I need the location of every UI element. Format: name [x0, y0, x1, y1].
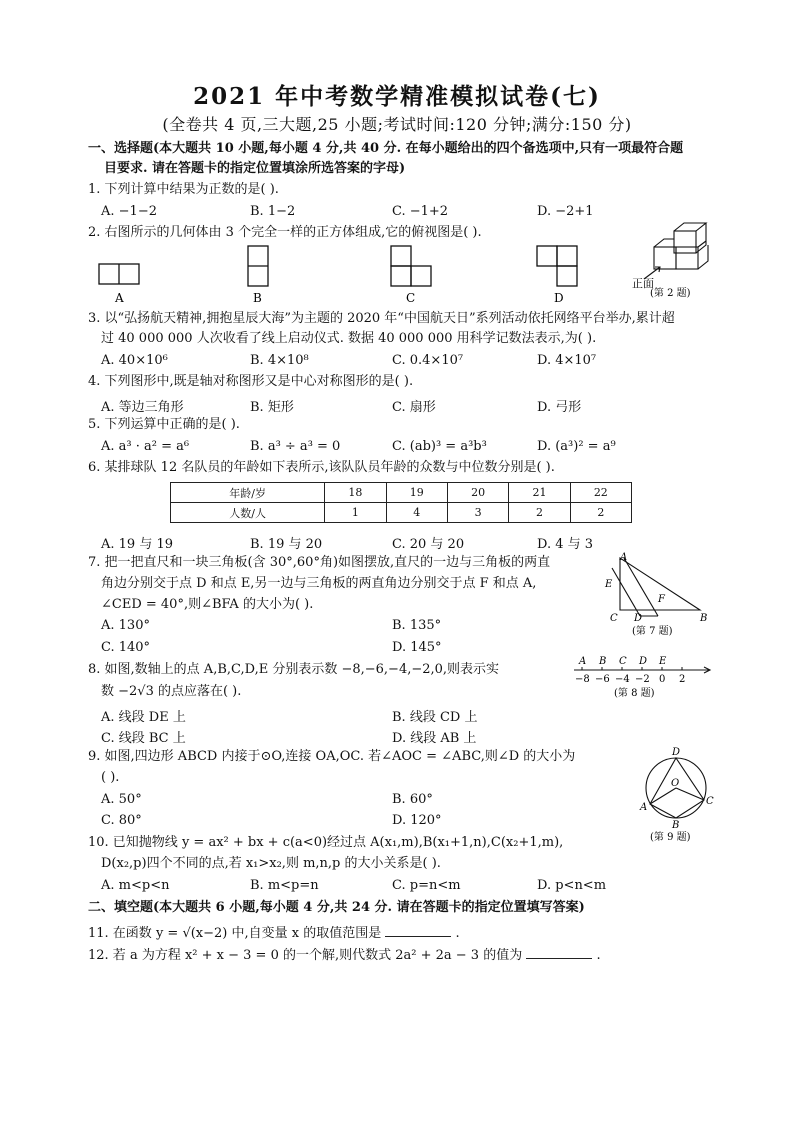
q6-stem: 6. 某排球队 12 名队员的年龄如下表所示,该队队员年龄的众数与中位数分别是( ). [88, 460, 555, 475]
q8-tick-2: 2 [679, 674, 686, 685]
section1-heading-line1: 一、选择题(本大题共 10 小题,每小题 4 分,共 40 分. 在每小题给出的四个备选项中,只有一项最符合题 [88, 141, 684, 156]
q8-point-c: C [619, 656, 627, 667]
q8-caption: (第 8 题) [614, 688, 655, 699]
table-row [171, 503, 632, 523]
q12-end: . [596, 948, 601, 963]
q7-option-d: D. 145° [392, 640, 442, 655]
q3-option-b: B. 4×10⁸ [250, 353, 309, 368]
q6-option-c: C. 20 与 20 [392, 537, 465, 552]
q7-label-c: C [610, 613, 618, 624]
q9-line2: ( ). [101, 770, 120, 785]
q10-option-a: A. m<p<n [101, 878, 170, 893]
q1-option-b: B. 1−2 [250, 204, 296, 219]
q1-option-c: C. −1+2 [392, 204, 449, 219]
q12-text: 12. 若 a 为方程 x² + x − 3 = 0 的一个解,则代数式 2a² + 2a − 3 的值为 [88, 948, 523, 963]
q11-line [88, 924, 460, 942]
q4-option-c: C. 扇形 [392, 400, 436, 415]
table-row [171, 483, 632, 503]
table-cell: 20 [447, 483, 508, 503]
q10-line1: 10. 已知抛物线 y = ax² + bx + c(a<0)经过点 A(x₁,m),B(x₁+1,n),C(x₂+1,m), [88, 835, 564, 850]
q8-number-line [570, 652, 720, 704]
q7-label-f: F [658, 594, 665, 605]
age-table [170, 482, 632, 523]
q3-option-c: C. 0.4×10⁷ [392, 353, 464, 368]
q7-option-c: C. 140° [101, 640, 151, 655]
q9-line1: 9. 如图,四边形 ABCD 内接于⊙O,连接 OA,OC. 若∠AOC = ∠ABC,则∠D 的大小为 [88, 749, 576, 764]
q9-option-b: B. 60° [392, 792, 433, 807]
q9-option-d: D. 120° [392, 813, 442, 828]
q8-line1: 8. 如图,数轴上的点 A,B,C,D,E 分别表示数 −8,−6,−4,−2,0,则表示实 [88, 662, 500, 677]
q9-label-c: C [706, 796, 714, 807]
page-title: 2021 年中考数学精准模拟试卷(七) [193, 83, 601, 110]
q11-text: 11. 在函数 y = √(x−2) 中,自变量 x 的取值范围是 [88, 926, 382, 941]
q9-option-c: C. 80° [101, 813, 142, 828]
table-cell: 2 [570, 503, 631, 523]
q2-stem: 2. 右图所示的几何体由 3 个完全一样的正方体组成,它的俯视图是( ). [88, 225, 482, 240]
table-cell: 18 [325, 483, 386, 503]
q11-answer-blank [385, 924, 451, 937]
q10-option-b: B. m<p=n [250, 878, 319, 893]
q11-end: . [455, 926, 460, 941]
q8-tick-0: 0 [659, 674, 666, 685]
q7-caption: (第 7 题) [632, 626, 673, 637]
q5-stem: 5. 下列运算中正确的是( ). [88, 417, 240, 432]
q8-option-d: D. 线段 AB 上 [392, 731, 477, 746]
q8-tick-neg2: −2 [635, 674, 650, 685]
q8-option-c: C. 线段 BC 上 [101, 731, 186, 746]
table-cell: 1 [325, 503, 386, 523]
q2-letter-a: A [115, 291, 124, 305]
q7-line3: ∠CED = 40°,则∠BFA 的大小为( ). [101, 597, 314, 612]
q12-line [88, 946, 601, 964]
q1-option-d: D. −2+1 [537, 204, 594, 219]
section2-heading: 二、填空题(本大题共 6 小题,每小题 4 分,共 24 分. 请在答题卡的指定位置填写答案) [88, 900, 585, 915]
q5-option-d: D. (a³)² = a⁹ [537, 439, 616, 454]
q8-line2: 数 −2√3 的点应落在( ). [101, 684, 242, 699]
q2-figure-d [537, 246, 577, 286]
q2-letter-d: D [554, 291, 564, 305]
q7-ruler-edge2 [624, 558, 658, 616]
q9-label-d: D [672, 747, 681, 758]
q5-option-b: B. a³ ÷ a³ = 0 [250, 439, 341, 454]
q7-label-e: E [605, 579, 613, 590]
q9-label-b: B [672, 820, 680, 831]
q8-point-e: E [659, 656, 667, 667]
q8-point-b: B [599, 656, 607, 667]
q10-option-c: C. p=n<m [392, 878, 461, 893]
q7-option-a: A. 130° [101, 618, 150, 633]
q3-option-d: D. 4×10⁷ [537, 353, 597, 368]
table-cell: 21 [509, 483, 570, 503]
table-cell: 人数/人 [171, 503, 325, 523]
q7-line1: 7. 把一把直尺和一块三角板(含 30°,60°角)如图摆放,直尺的一边与三角板的两直 [88, 555, 551, 570]
q7-label-a: A [620, 552, 628, 563]
q1-option-a: A. −1−2 [101, 204, 157, 219]
q4-stem: 4. 下列图形中,既是轴对称图形又是中心对称图形的是( ). [88, 374, 414, 389]
page-subtitle: (全卷共 4 页,三大题,25 小题;考试时间:120 分钟;满分:150 分) [162, 115, 632, 134]
q6-option-b: B. 19 与 20 [250, 537, 323, 552]
q3-line2: 过 40 000 000 人次收看了线上启动仪式. 数据 40 000 000 用科学记数法表示,为( ). [101, 331, 597, 346]
q4-option-a: A. 等边三角形 [101, 400, 184, 415]
table-cell: 19 [386, 483, 447, 503]
q9-figure [636, 744, 718, 842]
q9-label-a: A [640, 802, 648, 813]
q7-line2: 角边分别交于点 D 和点 E,另一边与三角板的两直角边分别交于点 F 和点 A, [101, 576, 537, 591]
q2-figure-c [391, 246, 431, 286]
q1-stem: 1. 下列计算中结果为正数的是( ). [88, 182, 279, 197]
q6-option-a: A. 19 与 19 [101, 537, 174, 552]
section1-heading-line2: 目要求. 请在答题卡的指定位置填涂所选答案的字母) [104, 161, 406, 176]
q8-point-d: D [639, 656, 648, 667]
q4-option-d: D. 弓形 [537, 400, 582, 415]
table-cell: 2 [509, 503, 570, 523]
q4-option-b: B. 矩形 [250, 400, 294, 415]
q3-line1: 3. 以“弘扬航天精神,拥抱星辰大海”为主题的 2020 年“中国航天日”系列活动依托网络平台举办,累计超 [88, 311, 675, 326]
table-cell: 22 [570, 483, 631, 503]
q7-ruler-edge1 [612, 568, 640, 616]
q8-option-a: A. 线段 DE 上 [101, 710, 186, 725]
q10-line2: D(x₂,p)四个不同的点,若 x₁>x₂,则 m,n,p 的大小关系是( ). [101, 856, 441, 871]
q6-option-d: D. 4 与 3 [537, 537, 594, 552]
q7-option-b: B. 135° [392, 618, 442, 633]
q3-option-a: A. 40×10⁶ [101, 353, 168, 368]
q8-point-a: A [579, 656, 587, 667]
q2-caption: (第 2 题) [650, 288, 691, 299]
q9-option-a: A. 50° [101, 792, 142, 807]
q2-letter-c: C [406, 291, 416, 305]
q8-option-b: B. 线段 CD 上 [392, 710, 478, 725]
q5-option-c: C. (ab)³ = a³b³ [392, 439, 487, 454]
q10-option-d: D. p<n<m [537, 878, 607, 893]
q2-option-figures [95, 244, 595, 306]
q8-tick-neg4: −4 [615, 674, 630, 685]
q8-tick-neg6: −6 [595, 674, 610, 685]
table-cell: 3 [447, 503, 508, 523]
q2-front-label: 正面 [632, 277, 654, 290]
table-cell: 年龄/岁 [171, 483, 325, 503]
q12-answer-blank [526, 946, 592, 959]
q7-label-b: B [700, 613, 708, 624]
q7-figure [600, 550, 715, 638]
q9-caption: (第 9 题) [650, 832, 691, 842]
q9-label-o: O [671, 778, 680, 789]
q2-letter-b: B [253, 291, 262, 305]
table-cell: 4 [386, 503, 447, 523]
q5-option-a: A. a³ · a² = a⁶ [101, 439, 190, 454]
q2-solid-figure [628, 215, 728, 299]
q8-tick-neg8: −8 [575, 674, 590, 685]
q7-label-d: D [634, 613, 643, 624]
